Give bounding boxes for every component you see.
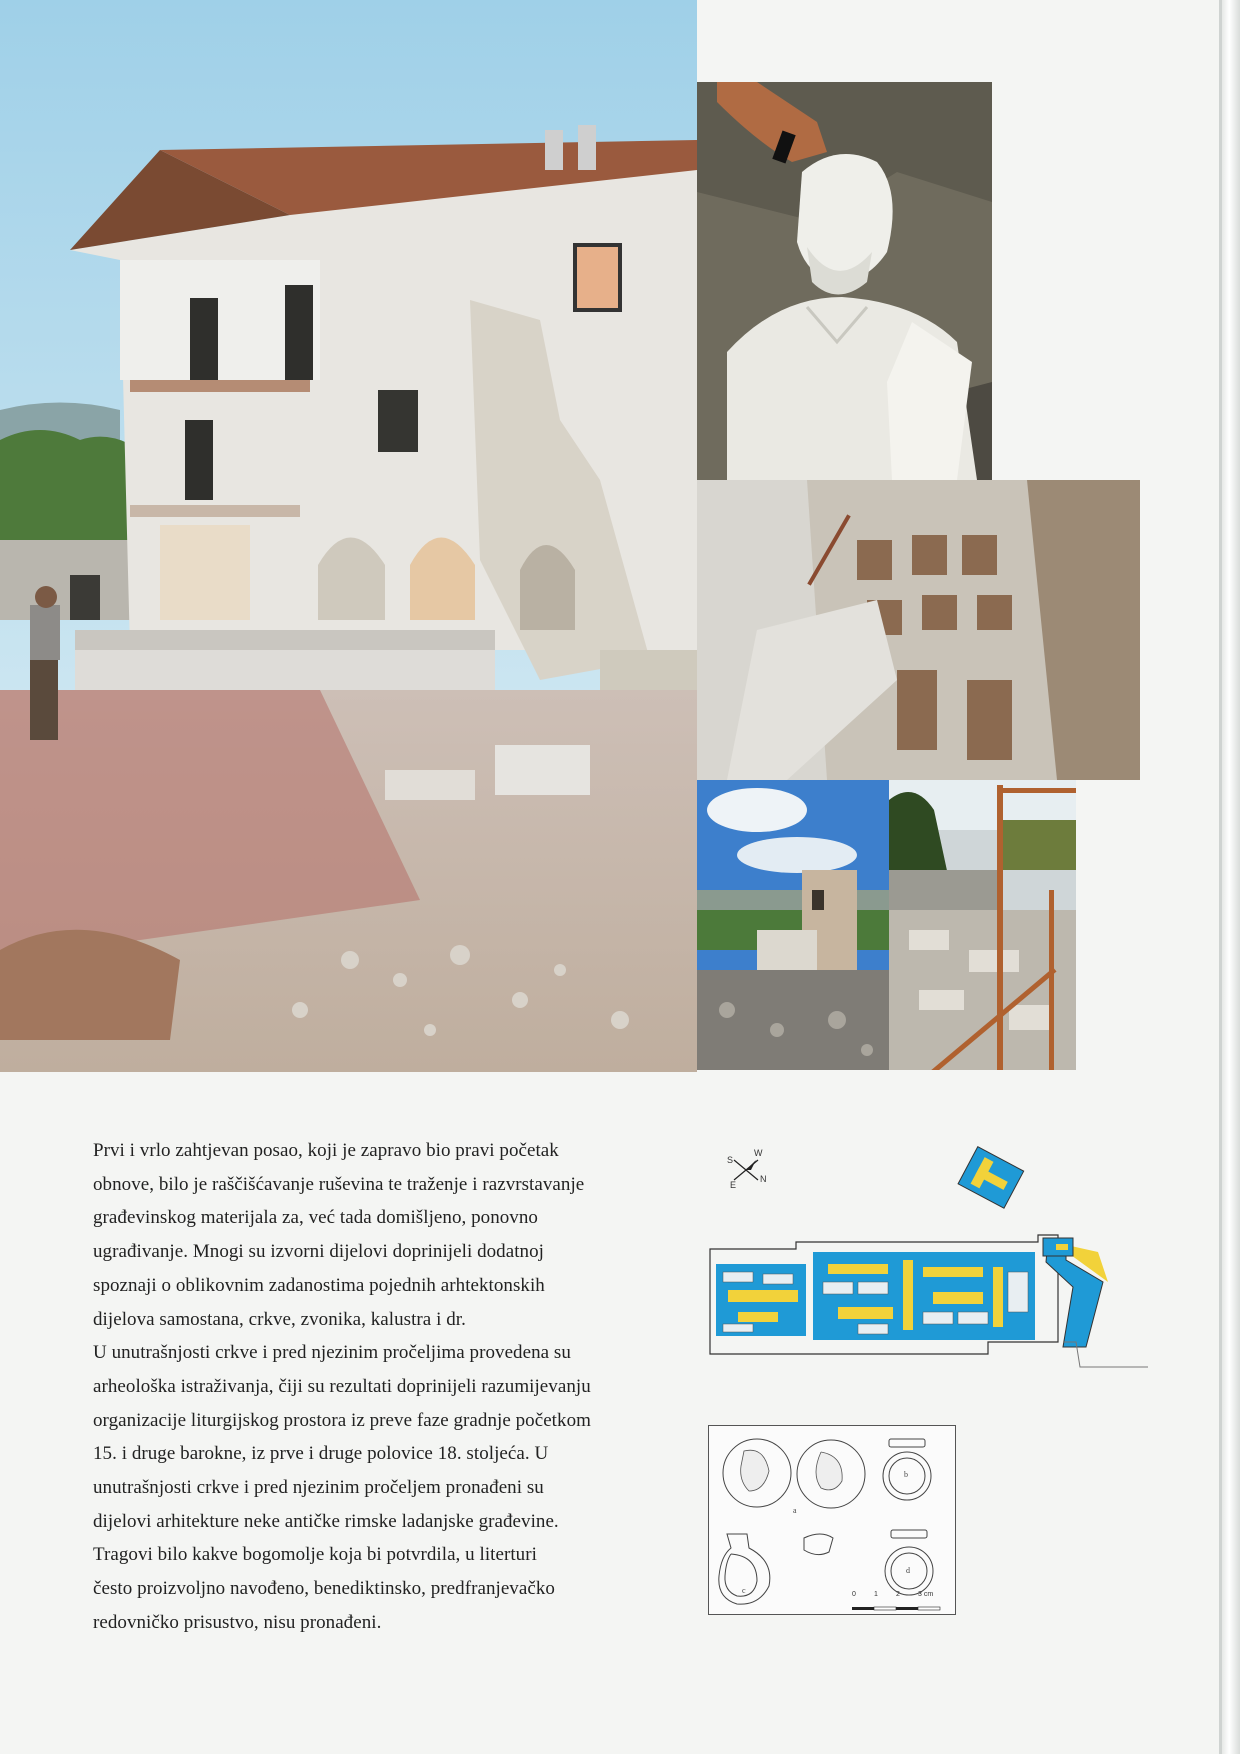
page-binding-edge bbox=[1222, 0, 1240, 1754]
scale-label-2: 2 bbox=[896, 1591, 900, 1598]
compass-s: S bbox=[727, 1155, 734, 1165]
paragraph-line: dijelovi arhitekture neke antičke rimske ladanjske građevine. bbox=[93, 1510, 559, 1532]
finds-label-c: c bbox=[742, 1586, 746, 1595]
finds-label-b: b bbox=[904, 1470, 908, 1479]
finds-drawing bbox=[708, 1425, 956, 1615]
finds-label-a: a bbox=[793, 1506, 797, 1515]
ruin-sky-photo bbox=[697, 780, 889, 1070]
scale-label-0: 0 bbox=[852, 1591, 856, 1598]
excavation-photo bbox=[697, 480, 1140, 780]
paragraph-line: unutrašnjosti crkve i pred njezinim pročeljem pronađeni su bbox=[93, 1477, 544, 1499]
paragraph-line: ugrađivanje. Mnogi su izvorni dijelovi doprinijeli dodatnoj bbox=[93, 1241, 544, 1263]
finds-label-d: d bbox=[906, 1566, 910, 1575]
ruined-building-photo bbox=[0, 0, 697, 1072]
paragraph-line: arheološka istraživanja, čiji su rezultati doprinijeli razumijevanju bbox=[93, 1375, 591, 1397]
compass-w: W bbox=[754, 1148, 763, 1158]
paragraph-line: spoznaji o oblikovnim zadanostima pojednih arhtektonskih bbox=[93, 1274, 545, 1296]
paragraph-line: obnove, bilo je raščišćavanje ruševina te traženje i razvrstavanje bbox=[93, 1173, 585, 1195]
paragraph-line: U unutrašnjosti crkve i pred njezinim pročeljima provedena su bbox=[93, 1342, 571, 1364]
paragraph-line: redovničko prisustvo, nisu pronađeni. bbox=[93, 1611, 382, 1633]
archaeological-plan-diagram bbox=[708, 1142, 1158, 1387]
compass-e: E bbox=[730, 1180, 737, 1190]
paragraph-line: organizacije liturgijskog prostora iz preve faze gradnje početkom bbox=[93, 1409, 591, 1431]
scale-label-1: 1 bbox=[874, 1591, 878, 1598]
stone-rubble-scaffold-photo bbox=[889, 780, 1076, 1070]
scale-label-3: 3 cm bbox=[918, 1591, 934, 1598]
paragraph-line: građevinskog materijala za, već tada domišljeno, ponovno bbox=[93, 1207, 538, 1229]
statue-bust-photo bbox=[697, 82, 992, 480]
paragraph-line: Tragovi bilo kakve bogomolje koja bi potvrdila, u literturi bbox=[93, 1544, 537, 1566]
body-paragraph bbox=[93, 1134, 683, 1640]
paragraph-line: često proizvoljno navođeno, benediktinsko, predfranjevačko bbox=[93, 1578, 555, 1600]
paragraph-line: dijelova samostana, crkve, zvonika, kalustra i dr. bbox=[93, 1308, 466, 1330]
paragraph-line: Prvi i vrlo zahtjevan posao, koji je zapravo bio pravi početak bbox=[93, 1140, 559, 1161]
paragraph-line: 15. i druge barokne, iz prve i druge polovice 18. stoljeća. U bbox=[93, 1443, 549, 1465]
scale-bar bbox=[852, 1600, 947, 1610]
compass-n: N bbox=[760, 1174, 767, 1184]
